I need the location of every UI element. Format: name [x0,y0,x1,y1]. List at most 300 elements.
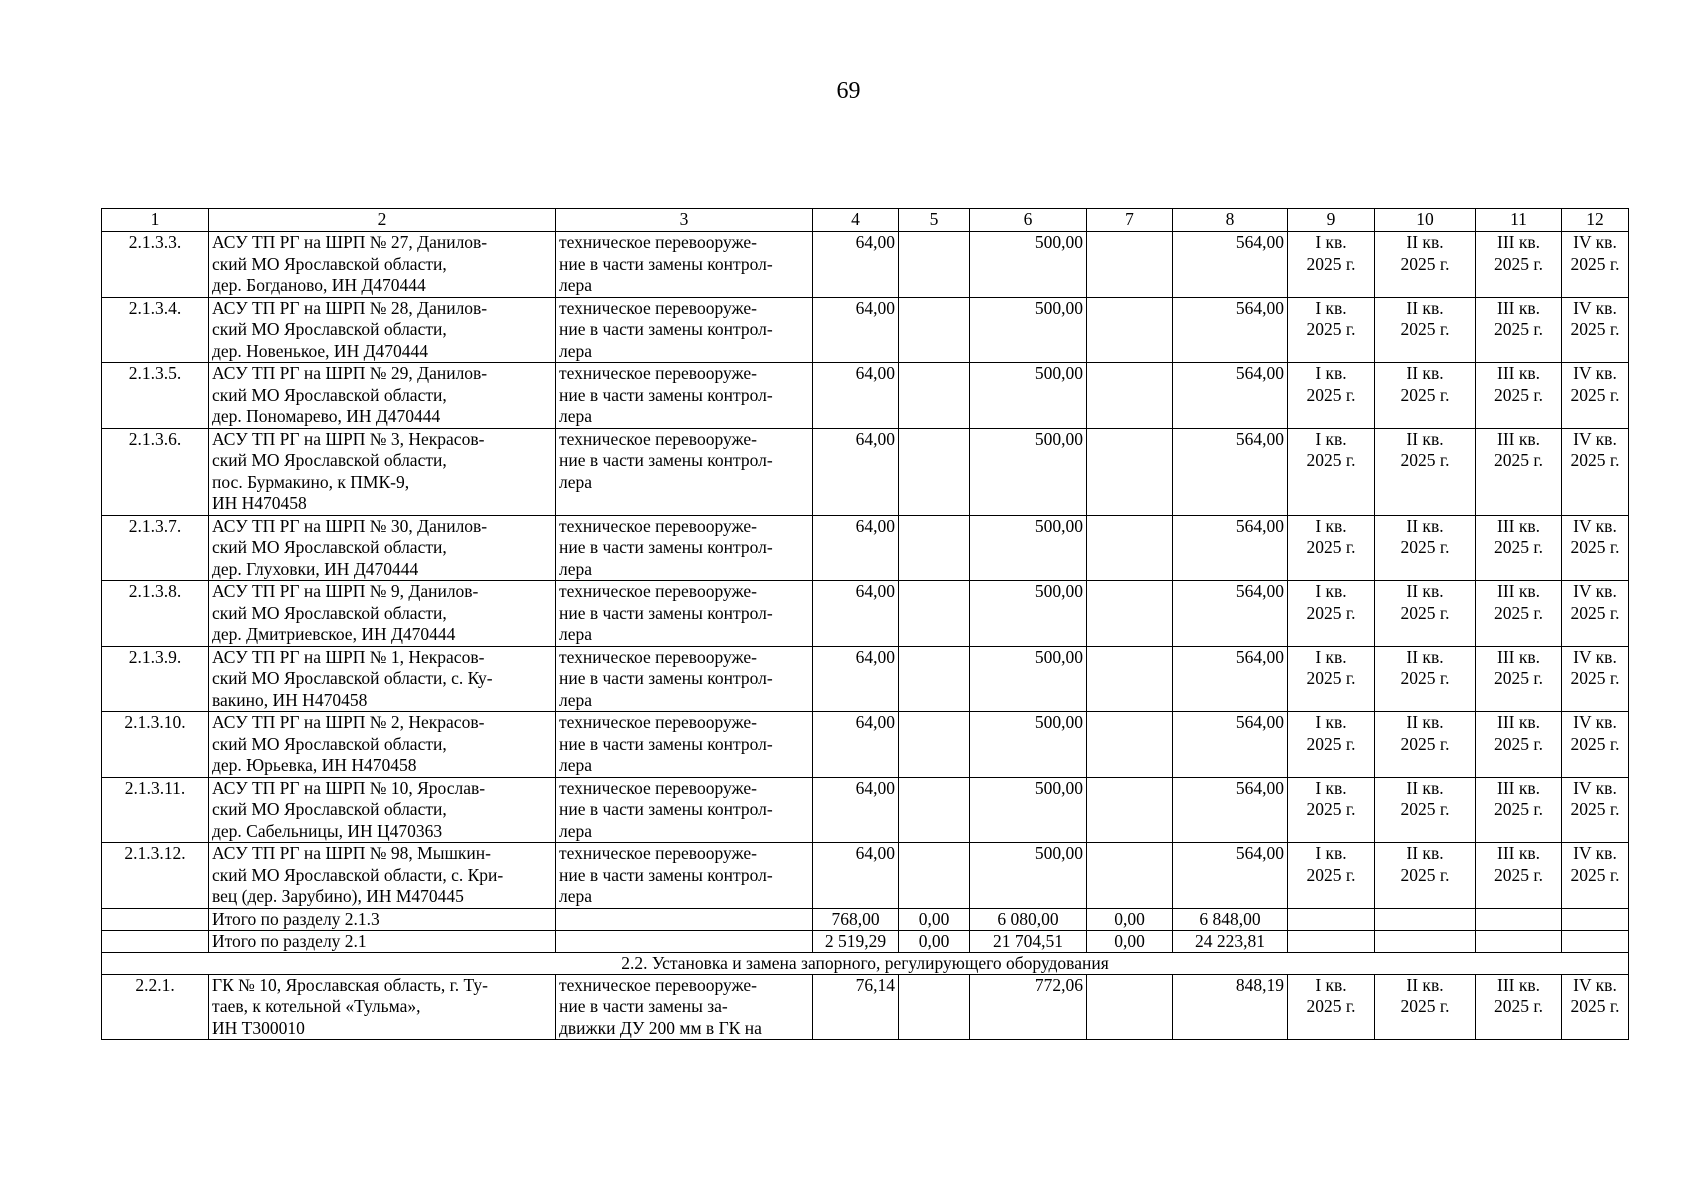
cell-line: 2025 г. [1570,450,1620,470]
cell-line: I кв. [1315,232,1347,252]
subtotal-col-8: 6 848,00 [1173,908,1288,930]
value-col-8: 564,00 [1173,363,1288,429]
cell-line: 2025 г. [1306,799,1356,819]
cell-line: II кв. [1406,515,1444,536]
cell-line: III кв. [1497,515,1540,536]
value-col-7 [1087,363,1173,429]
cell-line: II кв. [1406,428,1444,449]
cell-line: лера [559,340,593,361]
value-col-6: 500,00 [970,712,1087,778]
quarter-start [1288,581,1375,647]
value-col-6: 500,00 [970,843,1087,909]
cell-line: 2025 г. [1400,450,1450,470]
cell-line: 2025 г. [1400,537,1450,557]
cell-line: 2025 г. [1400,733,1450,754]
quarter-3 [1476,646,1562,712]
value-col-5 [899,712,970,778]
cell-line: лера [559,471,593,492]
item-number: 2.1.3.7. [102,515,209,581]
subtotal-label: Итого по разделу 2.1 [209,930,556,952]
cell-line: ИН Т300010 [212,1017,305,1038]
work-type [556,232,813,298]
cell-line: III кв. [1497,581,1540,601]
cell-line: 2025 г. [1570,733,1620,754]
cell-line: 2025 г. [1494,253,1543,274]
cell-line: 2025 г. [1494,602,1543,623]
cell-line: 2025 г. [1570,537,1620,557]
cell-line: АСУ ТП РГ на ШРП № 28, Данилов- [212,297,488,318]
cell-line: 2025 г. [1306,602,1356,623]
item-number: 2.1.3.4. [102,297,209,363]
cell-line: III кв. [1497,712,1540,732]
object-name [209,843,556,909]
quarter-start [1288,515,1375,581]
cell-line: 2025 г. [1400,319,1450,339]
subtotal-col-5: 0,00 [899,908,970,930]
column-header: 10 [1375,209,1476,232]
subtotal-col-7: 0,00 [1087,930,1173,952]
cell-line: 2025 г. [1570,864,1620,885]
column-header: 7 [1087,209,1173,232]
quarter-2 [1375,581,1476,647]
column-header: 3 [556,209,813,232]
value-col-6: 500,00 [970,232,1087,298]
work-type [556,843,813,909]
cell-line: 2025 г. [1494,799,1543,819]
value-col-7 [1087,843,1173,909]
quarter-3 [1476,843,1562,909]
cell-line: I кв. [1315,974,1347,995]
value-col-8: 564,00 [1173,843,1288,909]
cell-line: III кв. [1497,363,1540,383]
quarter-end [1562,515,1629,581]
value-col-7 [1087,974,1173,1040]
cell-line: ский МО Ярославской области, [212,537,447,557]
value-col-6: 500,00 [970,428,1087,515]
value-col-5 [899,581,970,647]
cell-line: 2025 г. [1494,319,1543,339]
column-header: 9 [1288,209,1375,232]
cell-line: I кв. [1315,712,1347,732]
cell-line: техническое перевооруже- [559,712,757,732]
item-number: 2.1.3.9. [102,646,209,712]
quarter-end [1562,646,1629,712]
cell-line: АСУ ТП РГ на ШРП № 10, Ярослав- [212,777,486,798]
value-col-5 [899,843,970,909]
table-row [102,974,1629,1040]
value-col-6: 500,00 [970,363,1087,429]
value-col-6: 500,00 [970,777,1087,843]
value-col-7 [1087,646,1173,712]
table-row [102,232,1629,298]
cell-line: II кв. [1406,712,1444,732]
table-row [102,777,1629,843]
quarter-end [1562,777,1629,843]
object-name [209,232,556,298]
cell-line: АСУ ТП РГ на ШРП № 3, Некрасов- [212,428,485,449]
value-col-8: 564,00 [1173,428,1288,515]
work-type [556,363,813,429]
object-name [209,515,556,581]
object-name [209,581,556,647]
cell-line: 2025 г. [1400,864,1450,885]
object-name [209,363,556,429]
subtotal-label: Итого по разделу 2.1.3 [209,908,556,930]
quarter-end [1562,232,1629,298]
cell-line: III кв. [1497,777,1540,798]
value-col-7 [1087,428,1173,515]
quarter-end [1562,712,1629,778]
value-col-4: 64,00 [813,581,899,647]
quarter-end [1562,428,1629,515]
value-col-4: 64,00 [813,232,899,298]
cell-line: 2025 г. [1400,602,1450,623]
item-number: 2.1.3.8. [102,581,209,647]
quarter-2 [1375,843,1476,909]
cell-line: IV кв. [1573,974,1617,995]
quarter-3 [1476,297,1562,363]
value-col-8: 564,00 [1173,712,1288,778]
cell-line: II кв. [1406,363,1444,383]
cell-line: ние в части замены контрол- [559,537,773,557]
value-col-4: 64,00 [813,297,899,363]
value-col-8: 564,00 [1173,297,1288,363]
cell-line: лера [559,689,593,710]
cell-line: II кв. [1406,297,1444,318]
cell-line: ние в части замены контрол- [559,864,773,885]
cell-line: АСУ ТП РГ на ШРП № 29, Данилов- [212,363,488,383]
cell-line: 2025 г. [1400,384,1450,405]
quarter-3 [1476,428,1562,515]
cell-line: IV кв. [1573,363,1617,383]
table-row [102,712,1629,778]
cell-line: 2025 г. [1400,799,1450,819]
value-col-5 [899,646,970,712]
cell-line: ИН Н470458 [212,493,307,513]
column-header: 4 [813,209,899,232]
cell-line: 2025 г. [1570,799,1620,819]
cell-line: техническое перевооруже- [559,297,757,318]
cell-line: дер. Глуховки, ИН Д470444 [212,558,419,579]
cell-line: 2025 г. [1494,384,1543,405]
column-header: 1 [102,209,209,232]
cell-line: I кв. [1315,515,1347,536]
object-name [209,646,556,712]
value-col-7 [1087,232,1173,298]
cell-line: II кв. [1406,232,1444,252]
cell-line: лера [559,755,593,775]
subtotal-col-8: 24 223,81 [1173,930,1288,952]
value-col-4: 64,00 [813,428,899,515]
cell-line: движки ДУ 200 мм в ГК на [559,1017,762,1038]
value-col-4: 64,00 [813,646,899,712]
quarter-end [1562,363,1629,429]
cell-line: техническое перевооруже- [559,777,757,798]
cell-line: дер. Юрьевка, ИН Н470458 [212,755,417,775]
cell-line: III кв. [1497,428,1540,449]
subtotal-col-7: 0,00 [1087,908,1173,930]
cell-line: ский МО Ярославской области, [212,253,447,274]
item-number: 2.1.3.12. [102,843,209,909]
cell-line: 2025 г. [1570,996,1620,1016]
page-number: 69 [836,78,861,104]
cell-line: лера [559,820,593,841]
cell-line: IV кв. [1573,428,1617,449]
cell-line: АСУ ТП РГ на ШРП № 1, Некрасов- [212,646,485,667]
quarter-2 [1375,363,1476,429]
cell-line: II кв. [1406,974,1444,995]
cell-line: АСУ ТП РГ на ШРП № 30, Данилов- [212,515,488,536]
column-header: 12 [1562,209,1629,232]
cell-line: ский МО Ярославской области, [212,602,447,623]
object-name [209,428,556,515]
value-col-8: 564,00 [1173,232,1288,298]
value-col-5 [899,428,970,515]
quarter-3 [1476,232,1562,298]
column-header: 11 [1476,209,1562,232]
quarter-end [1562,297,1629,363]
work-type [556,777,813,843]
quarter-3 [1476,515,1562,581]
value-col-6: 500,00 [970,297,1087,363]
cell-line: ние в части замены контрол- [559,602,773,623]
subtotal-col-4: 768,00 [813,908,899,930]
quarter-2 [1375,515,1476,581]
cell-line: дер. Пономарево, ИН Д470444 [212,406,441,426]
value-col-6: 500,00 [970,515,1087,581]
object-name [209,712,556,778]
subtotal-col-5: 0,00 [899,930,970,952]
value-col-5 [899,777,970,843]
item-number: 2.1.3.10. [102,712,209,778]
cell-line: вакино, ИН Н470458 [212,689,368,710]
cell-line: 2025 г. [1306,319,1356,339]
value-col-4: 64,00 [813,363,899,429]
quarter-start [1288,974,1375,1040]
cell-line: ский МО Ярославской области, [212,319,447,339]
quarter-2 [1375,777,1476,843]
object-name [209,297,556,363]
quarter-start [1288,843,1375,909]
quarter-start [1288,712,1375,778]
cell-line: II кв. [1406,843,1444,863]
quarter-2 [1375,712,1476,778]
cell-line: ГК № 10, Ярославская область, г. Ту- [212,974,488,995]
cell-line: 2025 г. [1494,450,1543,470]
subtotal-row [102,930,1629,952]
quarter-start [1288,428,1375,515]
cell-line: ние в части замены контрол- [559,253,773,274]
cell-line: IV кв. [1573,232,1617,252]
cell-line: дер. Дмитриевское, ИН Д470444 [212,624,456,644]
column-number-header-row [102,209,1629,232]
value-col-8: 848,19 [1173,974,1288,1040]
cell-line: 2025 г. [1306,668,1356,688]
table-row [102,843,1629,909]
cell-line: I кв. [1315,646,1347,667]
table-row [102,646,1629,712]
cell-line: 2025 г. [1494,996,1543,1016]
item-number: 2.1.3.5. [102,363,209,429]
cell-line: II кв. [1406,777,1444,798]
cell-line: 2025 г. [1306,864,1356,885]
work-type [556,515,813,581]
cell-line: ние в части замены контрол- [559,733,773,754]
cell-line: 2025 г. [1570,253,1620,274]
item-number: 2.1.3.11. [102,777,209,843]
cell-line: техническое перевооруже- [559,843,757,863]
cell-line: ский МО Ярославской области, [212,733,447,754]
value-col-7 [1087,297,1173,363]
work-type [556,581,813,647]
cell-line: вец (дер. Зарубино), ИН М470445 [212,886,464,906]
value-col-8: 564,00 [1173,581,1288,647]
cell-line: III кв. [1497,232,1540,252]
object-name [209,777,556,843]
cell-line: АСУ ТП РГ на ШРП № 98, Мышкин- [212,843,491,863]
value-col-5 [899,297,970,363]
subtotal-col-4: 2 519,29 [813,930,899,952]
cell-line: 2025 г. [1306,537,1356,557]
cell-line: техническое перевооруже- [559,515,757,536]
cell-line: АСУ ТП РГ на ШРП № 2, Некрасов- [212,712,485,732]
quarter-3 [1476,363,1562,429]
value-col-6: 500,00 [970,581,1087,647]
quarter-end [1562,581,1629,647]
cell-line: I кв. [1315,297,1347,318]
value-col-6: 500,00 [970,646,1087,712]
cell-line: 2025 г. [1494,864,1543,885]
cell-line: техническое перевооруже- [559,428,757,449]
cell-line: 2025 г. [1570,319,1620,339]
cell-line: лера [559,275,593,295]
cell-line: IV кв. [1573,646,1617,667]
value-col-4: 64,00 [813,777,899,843]
value-col-4: 64,00 [813,712,899,778]
value-col-7 [1087,581,1173,647]
cell-line: пос. Бурмакино, к ПМК-9, [212,471,410,492]
quarter-start [1288,232,1375,298]
cell-line: I кв. [1315,581,1347,601]
cell-line: лера [559,624,593,644]
cell-line: ский МО Ярославской области, с. Ку- [212,668,493,688]
value-col-5 [899,974,970,1040]
cell-line: 2025 г. [1570,668,1620,688]
quarter-start [1288,646,1375,712]
column-header: 6 [970,209,1087,232]
cell-line: ние в части замены контрол- [559,668,773,688]
table-row [102,297,1629,363]
value-col-4: 64,00 [813,515,899,581]
item-number: 2.1.3.3. [102,232,209,298]
quarter-start [1288,297,1375,363]
cell-line: 2025 г. [1306,253,1356,274]
cell-line: 2025 г. [1494,537,1543,557]
cell-line: 2025 г. [1494,668,1543,688]
cell-line: IV кв. [1573,777,1617,798]
item-number: 2.1.3.6. [102,428,209,515]
cell-line: лера [559,558,593,579]
cell-line: 2025 г. [1400,996,1450,1016]
work-type [556,974,813,1040]
cell-line: III кв. [1497,843,1540,863]
cell-line: 2025 г. [1306,996,1356,1016]
value-col-7 [1087,712,1173,778]
cell-line: техническое перевооруже- [559,232,757,252]
column-header: 5 [899,209,970,232]
cell-line: 2025 г. [1570,384,1620,405]
cell-line: III кв. [1497,974,1540,995]
cell-line: ский МО Ярославской области, [212,450,447,470]
cell-line: IV кв. [1573,297,1617,318]
cell-line: ский МО Ярославской области, с. Кри- [212,864,504,885]
cell-line: I кв. [1315,777,1347,798]
cell-line: 2025 г. [1400,253,1450,274]
investment-program-table [101,208,1629,1040]
quarter-start [1288,777,1375,843]
quarter-end [1562,974,1629,1040]
cell-line: IV кв. [1573,515,1617,536]
cell-line: 2025 г. [1494,733,1543,754]
value-col-5 [899,363,970,429]
value-col-4: 76,14 [813,974,899,1040]
quarter-2 [1375,646,1476,712]
cell-line: ние в части замены контрол- [559,450,773,470]
quarter-3 [1476,712,1562,778]
cell-line: техническое перевооруже- [559,646,757,667]
cell-line: IV кв. [1573,581,1617,601]
quarter-2 [1375,232,1476,298]
cell-line: 2025 г. [1400,668,1450,688]
cell-line: дер. Новенькое, ИН Д470444 [212,340,429,361]
cell-line: техническое перевооруже- [559,363,757,383]
value-col-7 [1087,515,1173,581]
cell-line: ние в части замены контрол- [559,319,773,339]
cell-line: II кв. [1406,581,1444,601]
cell-line: лера [559,406,593,426]
value-col-8: 564,00 [1173,777,1288,843]
table-row [102,581,1629,647]
cell-line: I кв. [1315,843,1347,863]
cell-line: техническое перевооруже- [559,581,757,601]
cell-line: дер. Сабельницы, ИН Ц470363 [212,820,443,841]
table-row [102,363,1629,429]
value-col-6: 772,06 [970,974,1087,1040]
cell-line: дер. Богданово, ИН Д470444 [212,275,426,295]
work-type [556,712,813,778]
value-col-5 [899,515,970,581]
cell-line: II кв. [1406,646,1444,667]
subtotal-col-6: 6 080,00 [970,908,1087,930]
cell-line: IV кв. [1573,843,1617,863]
quarter-3 [1476,777,1562,843]
quarter-end [1562,843,1629,909]
cell-line: 2025 г. [1306,733,1356,754]
cell-line: 2025 г. [1306,384,1356,405]
quarter-2 [1375,297,1476,363]
cell-line: АСУ ТП РГ на ШРП № 27, Данилов- [212,232,488,252]
value-col-7 [1087,777,1173,843]
value-col-8: 564,00 [1173,646,1288,712]
work-type [556,297,813,363]
work-type [556,646,813,712]
cell-line: лера [559,886,593,906]
cell-line: ский МО Ярославской области, [212,799,447,819]
cell-line: I кв. [1315,363,1347,383]
cell-line: ние в части замены контрол- [559,384,773,405]
cell-line: техническое перевооруже- [559,974,757,995]
cell-line: ский МО Ярославской области, [212,384,447,405]
